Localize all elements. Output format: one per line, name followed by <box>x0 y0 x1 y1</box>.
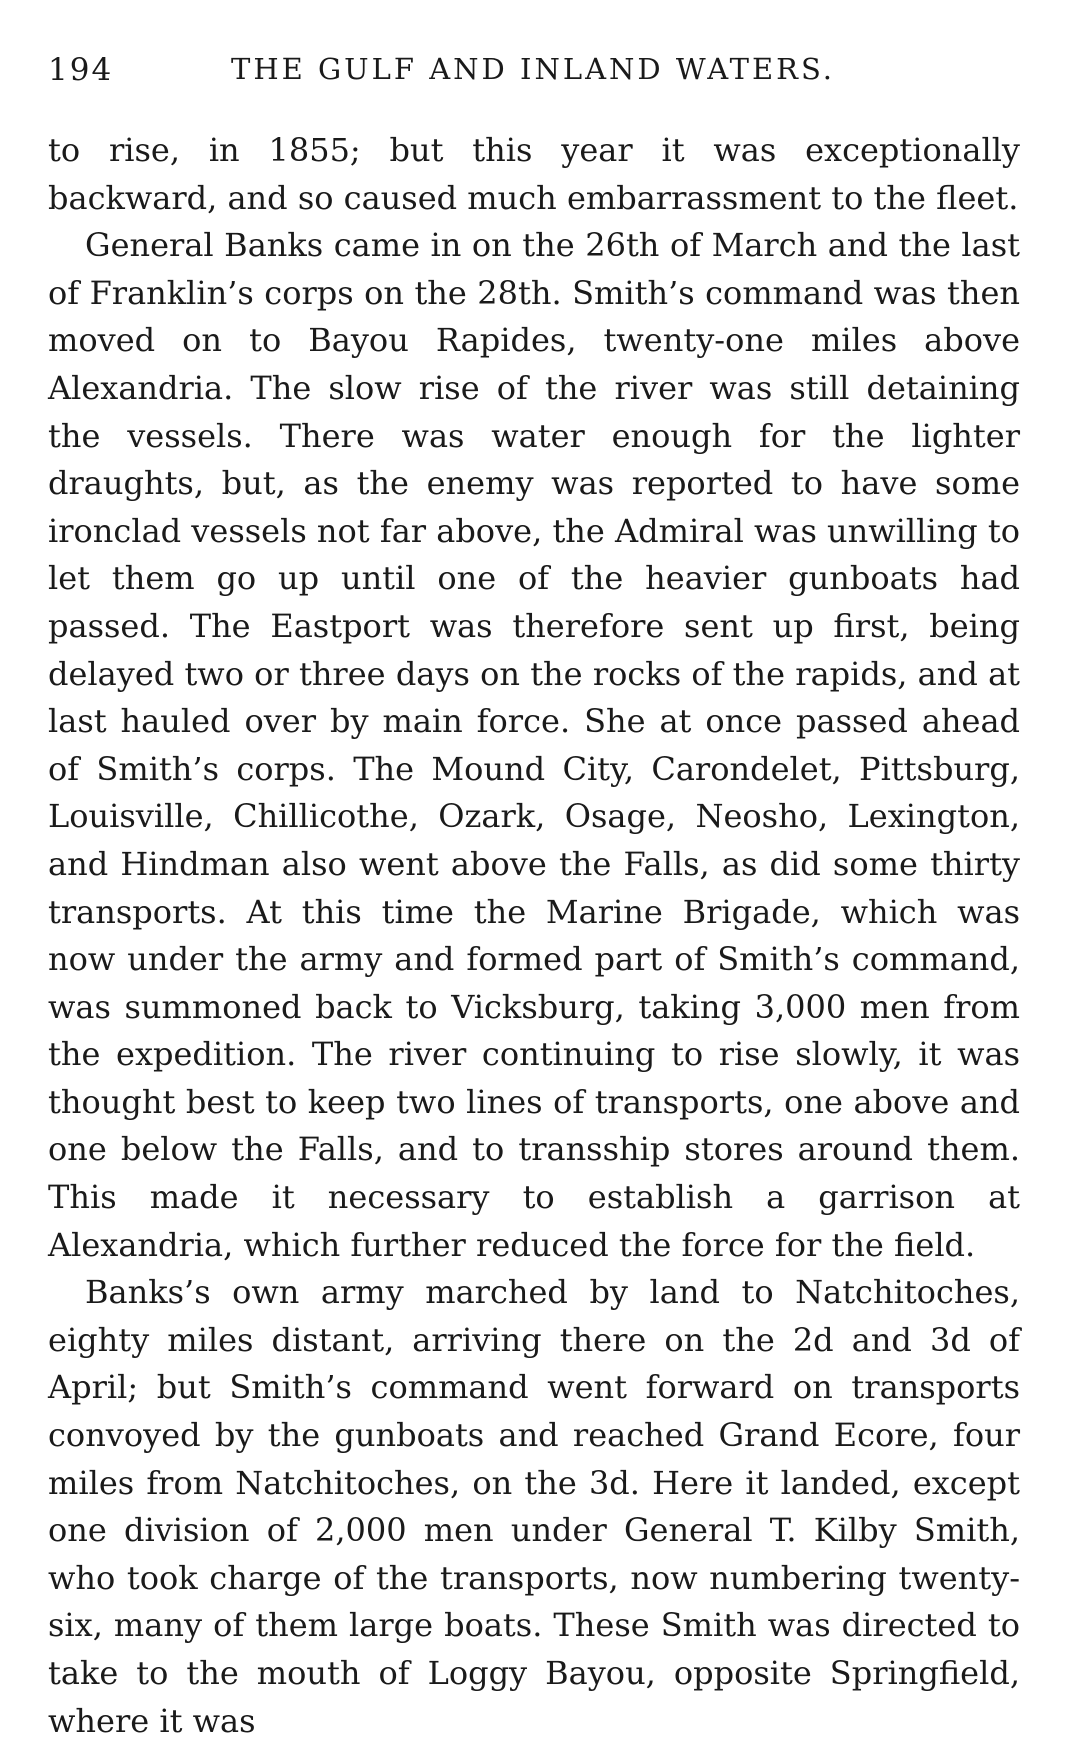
page-number: 194 <box>48 52 114 88</box>
book-page <box>48 40 1020 1740</box>
paragraph-march-to-natchitoches: Banks’s own army marched by land to Natchitoches, eighty miles distant, arriving there on the 2d and 3d of April; but Smith’s command went forward on transports convoyed by the gunboats and reached Grand Ecore, four miles from Natchitoches, on the 3d. Here it landed, except one division of 2,000 men under General T. Kilby Smith, who took charge of the transports, now numbering twenty-six, many of them large boats. These Smith was directed to take to the mouth of Loggy Bayou, opposite Springfield, where it was <box>48 1273 1020 1740</box>
paragraph-continuation: to rise, in 1855; but this year it was exceptionally backward, and so caused much embarrassment to the fleet. <box>48 131 1020 217</box>
body-text <box>48 127 1020 1745</box>
running-title: THE GULF AND INLAND WATERS. <box>231 52 836 86</box>
paragraph-banks-arrival: General Banks came in on the 26th of March and the last of Franklin’s corps on the 28th. Smith’s command was then moved on to Bayou Rapides, twenty-one miles above Alexandria. The slow rise of the river was still detaining the vessels. There was water enough for the lighter draughts, but, as the enemy was reported to have some ironclad vessels not far above, the Admiral was unwilling to let them go up until one of the heavier gunboats had passed. The Eastport was therefore sent up first, being delayed two or three days on the rocks of the rapids, and at last hauled over by main force. She at once passed ahead of Smith’s corps. The Mound City, Carondelet, Pittsburg, Louisville, Chillicothe, Ozark, Osage, Neosho, Lexington, and Hindman also went above the Falls, as did some thirty transports. At this time the Marine Brigade, which was now under the army and formed part of Smith’s command, was summoned back to Vicksburg, taking 3,000 men from the expedition. The river continuing to rise slowly, it was thought best to keep two lines of transports, one above and one below the Falls, and to transship stores around them. This made it necessary to establish a garrison at Alexandria, which further reduced the force for the field. <box>48 226 1020 1264</box>
page-header <box>48 40 1020 100</box>
